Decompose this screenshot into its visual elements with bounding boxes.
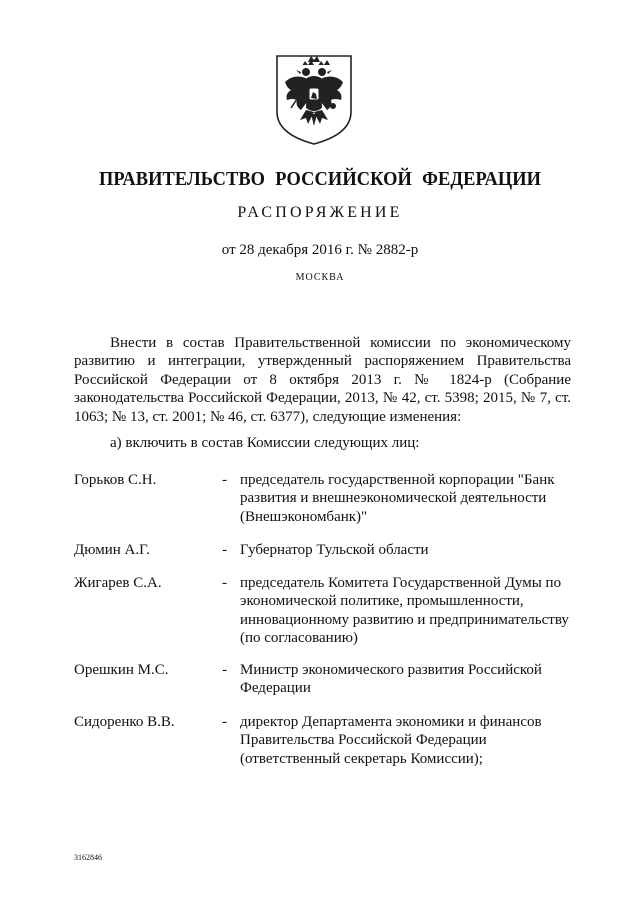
member-name: Горьков С.Н. <box>74 472 157 488</box>
member-role: председатель Комитета Государственной Думы по экономической политике, промышленности, инновационному развитию и предпринимательству (по согласованию) <box>240 575 569 647</box>
sub-item-a: а) включить в состав Комиссии следующих лиц: <box>110 435 420 451</box>
member-name: Жигарев С.А. <box>74 575 162 591</box>
member-role: Министр экономического развития Российской Федерации <box>240 662 542 697</box>
document-code: 3162846 <box>74 853 102 862</box>
member-name: Дюмин А.Г. <box>74 542 150 558</box>
document-city: МОСКВА <box>295 272 345 283</box>
main-paragraph-text: Внести в состав Правительственной комиссии по экономическому развитию и интеграции, утвержденный распоряжением Правительства Российской Федерации от 8 октября 2013 г. № 1824-р (Собрание законодательства Российской Федерации, 2013, № 42, ст. 5398; 2015, № 7, ст. 1063; № 13, ст. 2001; № 46, ст. 6377), следующие изменения: <box>74 335 571 425</box>
member-dash: - <box>222 662 227 678</box>
document-date-number: от 28 декабря 2016 г. № 2882-р <box>221 242 419 258</box>
member-role: председатель государственной корпорации "Банк развития и внешнеэкономической деятельности (Внешэкономбанк)" <box>240 472 555 525</box>
document-type: РАСПОРЯЖЕНИЕ <box>237 204 403 221</box>
main-paragraph <box>74 334 571 426</box>
government-title: ПРАВИТЕЛЬСТВО РОССИЙСКОЙ ФЕДЕРАЦИИ <box>98 168 542 190</box>
russian-coat-of-arms-icon <box>273 52 355 148</box>
member-name: Сидоренко В.В. <box>74 714 175 730</box>
member-role: Губернатор Тульской области <box>240 542 429 558</box>
member-name: Орешкин М.С. <box>74 662 169 678</box>
member-dash: - <box>222 714 227 730</box>
member-dash: - <box>222 542 227 558</box>
member-dash: - <box>222 575 227 591</box>
member-dash: - <box>222 472 227 488</box>
member-role: директор Департамента экономики и финансов Правительства Российской Федерации (ответственный секретарь Комиссии); <box>240 714 542 767</box>
